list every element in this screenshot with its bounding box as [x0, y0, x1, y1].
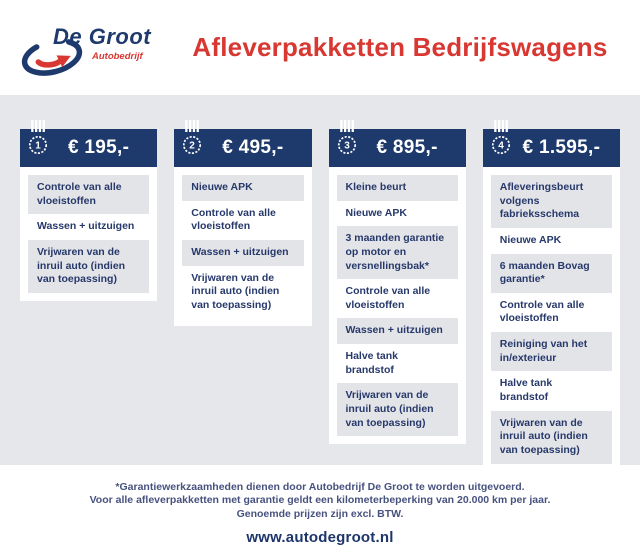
- package-card: [329, 129, 466, 444]
- package-item: Nieuwe APK: [182, 175, 303, 201]
- package-item: Nieuwe APK: [337, 201, 458, 227]
- package-item: 3 maanden garantie op motor en versnellingsbak*: [337, 226, 458, 279]
- package-item: Halve tank brandstof: [337, 344, 458, 383]
- package-item: Nieuwe APK: [491, 228, 612, 254]
- svg-text:1: 1: [35, 140, 41, 152]
- package-item: Vrijwaren van de inruil auto (indien van toepassing): [28, 240, 149, 293]
- medal-icon: [26, 120, 52, 162]
- package-price: € 1.595,-: [522, 137, 601, 158]
- package-item: Controle van alle vloeistoffen: [491, 293, 612, 332]
- package-item: Vrijwaren van de inruil auto (indien van toepassing): [337, 383, 458, 436]
- package-items: [182, 175, 303, 318]
- package-item: Vrijwaren van de inruil auto (indien van toepassing): [491, 411, 612, 464]
- footnotes: [0, 481, 640, 523]
- package-header: [483, 129, 620, 167]
- page-title: Afleverpakketten Bedrijfswagens: [192, 32, 608, 62]
- logo-name: De Groot: [53, 23, 152, 49]
- svg-text:4: 4: [497, 140, 504, 152]
- package-list: [20, 129, 620, 472]
- footnote-line: Voor alle afleverpakketten met garantie geldt een kilometerbeperking van 20.000 km per jaar.: [89, 494, 551, 507]
- svg-text:3: 3: [343, 140, 350, 152]
- content-area: [0, 95, 640, 546]
- package-item: Wassen + uitzuigen: [182, 240, 303, 266]
- package-item: Wassen + uitzuigen: [337, 318, 458, 344]
- package-header: [174, 129, 311, 167]
- package-item: Halve tank brandstof: [491, 371, 612, 410]
- package-item: 6 maanden Bovag garantie*: [491, 254, 612, 293]
- package-header: [329, 129, 466, 167]
- package-item: Reiniging van het in/exterieur: [491, 332, 612, 371]
- package-body: [483, 167, 620, 472]
- medal-icon: [335, 120, 361, 162]
- package-price: € 195,-: [67, 137, 130, 158]
- package-card: [483, 129, 620, 472]
- bottom-strip: [0, 465, 640, 480]
- company-logo: [20, 17, 170, 79]
- package-header: [20, 129, 157, 167]
- package-body: [20, 167, 157, 301]
- package-price: € 895,-: [376, 137, 438, 158]
- header: [0, 0, 640, 95]
- svg-text:2: 2: [189, 140, 196, 152]
- medal-icon: [180, 120, 206, 162]
- package-item: Vrijwaren van de inruil auto (indien van toepassing): [182, 266, 303, 319]
- logo-subtitle: Autobedrijf: [92, 50, 143, 62]
- package-item: Wassen + uitzuigen: [28, 214, 149, 240]
- package-body: [174, 167, 311, 326]
- package-item: Controle van alle vloeistoffen: [28, 175, 149, 214]
- package-item: Afleveringsbeurt volgens fabrieksschema: [491, 175, 612, 228]
- package-items: [28, 175, 149, 293]
- website-link[interactable]: www.autodegroot.nl: [246, 529, 394, 546]
- package-items: [491, 175, 612, 464]
- medal-icon: [489, 120, 515, 162]
- package-card: [174, 129, 311, 326]
- package-body: [329, 167, 466, 444]
- package-item: Controle van alle vloeistoffen: [182, 201, 303, 240]
- footnote-line: Genoemde prijzen zijn excl. BTW.: [236, 508, 404, 521]
- package-items: [337, 175, 458, 436]
- package-item: Kleine beurt: [337, 175, 458, 201]
- package-card: [20, 129, 157, 301]
- package-price: € 495,-: [222, 137, 284, 158]
- package-item: Controle van alle vloeistoffen: [337, 279, 458, 318]
- footnote-line: *Garantiewerkzaamheden dienen door Autobedrijf De Groot te worden uitgevoerd.: [115, 480, 525, 493]
